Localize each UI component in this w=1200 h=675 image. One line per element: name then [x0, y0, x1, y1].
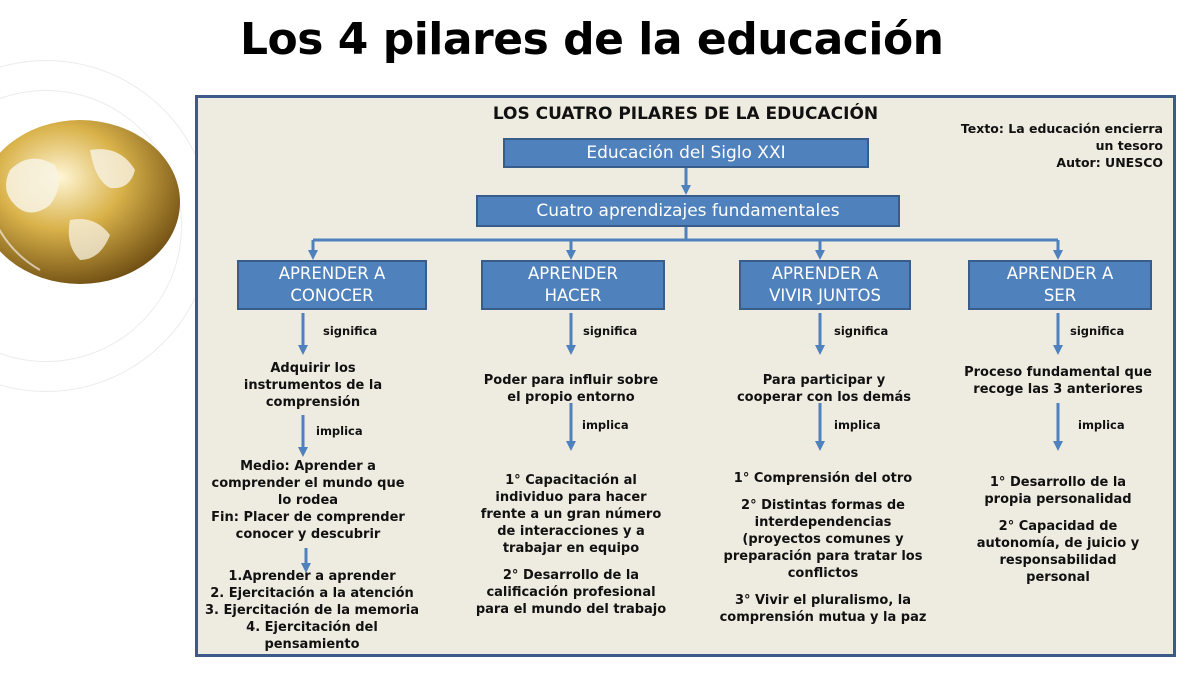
label-implica: implica: [582, 418, 629, 432]
text-line: para el mundo del trabajo: [475, 602, 667, 617]
pillar-label: APRENDER A: [278, 264, 386, 283]
text-line: propia personalidad: [984, 492, 1132, 507]
text-line: 2. Ejercitación a la atención: [210, 586, 414, 601]
text-line: personal: [1026, 570, 1090, 585]
text-line: responsabilidad: [999, 553, 1117, 568]
label-significa: significa: [323, 324, 378, 338]
credit-line: Texto: La educación encierra: [960, 121, 1163, 136]
pillar-label: SER: [1043, 286, 1077, 305]
text-line: 2° Distintas formas de: [741, 498, 905, 513]
spacer: [708, 487, 938, 497]
text-line: 3° Vivir el pluralismo, la: [734, 593, 912, 608]
label-implica: implica: [834, 418, 881, 432]
label-significa: significa: [1070, 324, 1125, 338]
spacer: [948, 508, 1168, 518]
text-line: Fin: Placer de comprender: [211, 510, 405, 525]
meaning-vivir-juntos: [718, 372, 930, 406]
text-line: cooperar con los demás: [736, 390, 912, 405]
text-line: individuo para hacer: [495, 490, 647, 505]
implies-conocer: [203, 458, 413, 543]
text-line: Proceso fundamental que: [964, 365, 1152, 380]
diagram-title: LOS CUATRO PILARES DE LA EDUCACIÓN: [492, 104, 879, 124]
implies-ser: [948, 474, 1168, 586]
text-line: 4. Ejercitación del: [246, 620, 378, 635]
implies-vivir-juntos: [708, 470, 938, 626]
text-line: autonomía, de juicio y: [976, 536, 1140, 551]
label-implica: implica: [1078, 418, 1125, 432]
meaning-conocer: [213, 360, 413, 411]
text-line: comprensión mutua y la paz: [719, 610, 927, 625]
text-line: 3. Ejercitación de la memoria: [205, 603, 419, 618]
text-line: 1.Aprender a aprender: [228, 569, 396, 584]
text-line: 1° Desarrollo de la: [989, 475, 1127, 490]
text-line: (proyectos comunes y: [742, 532, 904, 547]
pillar-aprender-hacer: [481, 260, 665, 310]
diagram-panel: [195, 95, 1176, 657]
meaning-hacer: [466, 372, 676, 406]
text-line: calificación profesional: [486, 585, 656, 600]
text-line: Medio: Aprender a: [240, 459, 376, 474]
node-cuatro-aprendizajes: Cuatro aprendizajes fundamentales: [476, 195, 900, 227]
pillar-aprender-vivir-juntos: [739, 260, 911, 310]
pillar-label: APRENDER A: [771, 264, 879, 283]
text-line: comprensión: [265, 395, 361, 410]
globe-icon: [0, 110, 190, 290]
label-significa: significa: [834, 324, 889, 338]
text-line: instrumentos de la: [243, 378, 383, 393]
spacer: [466, 557, 676, 567]
text-line: Para participar y: [762, 373, 886, 388]
pillar-aprender-conocer: [237, 260, 427, 310]
label-implica: implica: [316, 424, 363, 438]
text-line: Poder para influir sobre: [483, 373, 659, 388]
text-line: preparación para tratar los: [723, 549, 923, 564]
pillar-aprender-ser: [968, 260, 1152, 310]
text-line: lo rodea: [277, 493, 339, 508]
pillar-label: APRENDER A: [1006, 264, 1114, 283]
text-line: 1° Capacitación al: [505, 473, 637, 488]
meaning-ser: [948, 364, 1168, 398]
text-line: conocer y descubrir: [235, 527, 381, 542]
text-line: recoge las 3 anteriores: [973, 382, 1143, 397]
page-title: Los 4 pilares de la educación: [240, 14, 944, 65]
implies-hacer: [466, 472, 676, 618]
text-line: Adquirir los: [270, 361, 356, 376]
spacer: [708, 582, 938, 592]
text-line: comprender el mundo que: [211, 476, 405, 491]
text-line: de interacciones y a: [497, 524, 645, 539]
text-line: conflictos: [787, 566, 859, 581]
credit-line: un tesoro: [1095, 138, 1163, 153]
text-line: pensamiento: [264, 637, 360, 652]
text-line: 2° Capacidad de: [998, 519, 1118, 534]
node-educacion-siglo-xxi: Educación del Siglo XXI: [503, 138, 869, 168]
text-line: 1° Comprensión del otro: [733, 471, 913, 486]
text-line: trabajar en equipo: [502, 541, 640, 556]
pillar-label: APRENDER: [527, 264, 619, 283]
text-line: interdependencias: [754, 515, 892, 530]
text-line: frente a un gran número: [480, 507, 662, 522]
text-line: 2° Desarrollo de la: [502, 568, 640, 583]
steps-conocer: [203, 568, 421, 653]
credit-line: Autor: UNESCO: [1056, 155, 1163, 170]
pillar-label: CONOCER: [290, 286, 374, 305]
pillar-label: VIVIR JUNTOS: [769, 286, 881, 305]
pillar-label: HACER: [544, 286, 602, 305]
text-line: el propio entorno: [507, 390, 635, 405]
label-significa: significa: [583, 324, 638, 338]
